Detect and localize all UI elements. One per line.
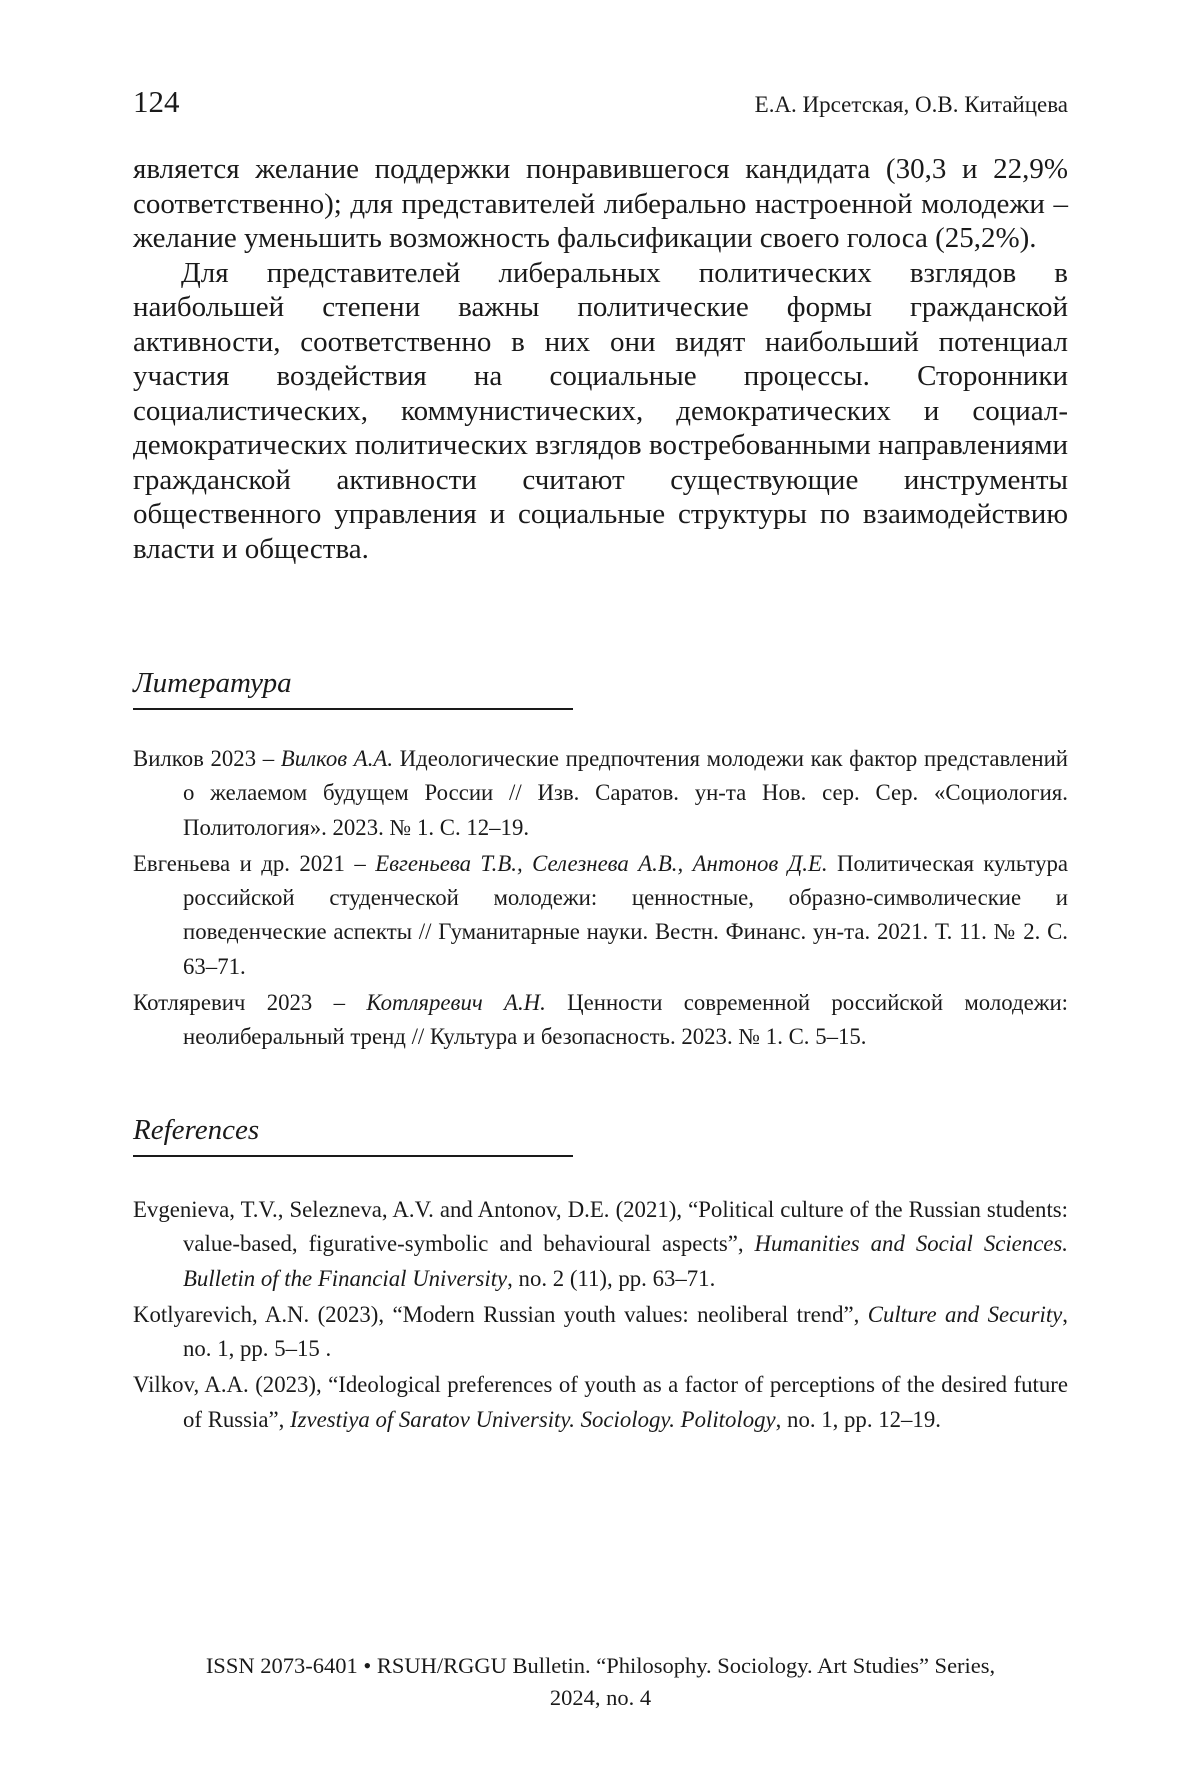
reference-journal: Humanities and Social Sciences. Bulletin of the Financial University (183, 1231, 1068, 1291)
citation-authors: Котляревич А.Н. (366, 990, 546, 1016)
body-text (133, 152, 1068, 566)
footer-line-1: ISSN 2073-6401 • RSUH/RGGU Bulletin. “Philosophy. Sociology. Art Studies” Series, (205, 1653, 996, 1678)
literature-item (133, 847, 1068, 984)
reference-item (133, 1298, 1068, 1367)
reference-details: , no. 2 (11), pp. 63–71. (507, 1265, 716, 1291)
page-footer (133, 1650, 1068, 1714)
citation-key: Евгеньева и др. 2021 – (133, 850, 376, 876)
reference-details: , no. 1, pp. 12–19. (775, 1406, 941, 1432)
reference-details: , no. 1, pp. 5–15 . (183, 1301, 1068, 1362)
reference-item (133, 1368, 1068, 1437)
reference-journal: Izvestiya of Saratov University. Sociology. Politology (290, 1406, 776, 1432)
citation-key: Вилков 2023 – (133, 746, 281, 771)
references-list (133, 1193, 1068, 1439)
reference-text: Evgenieva, T.V., Selezneva, A.V. and Antonov, D.E. (2021), “Political culture of the Russian students: value-based, figurative-symbolic and behavioural aspects”, (133, 1197, 1068, 1257)
reference-item (133, 1193, 1068, 1296)
citation-authors: Евгеньева Т.В., Селезнева А.В., Антонов Д.Е. (375, 850, 828, 876)
reference-text: Vilkov, A.A. (2023), “Ideological preferences of youth as a factor of perceptions of the desired future of Russia”, (133, 1372, 1068, 1432)
literature-item (133, 986, 1068, 1055)
running-head-authors: Е.А. Ирсетская, О.В. Китайцева (754, 92, 1068, 117)
paragraph-1: является желание поддержки понравившегося кандидата (30,3 и 22,9% соответственно); для представителей либерально настроенной молодежи – желание уменьшить возможность фальсификации своего голоса (25,2%). (133, 153, 1068, 254)
references-heading: References (133, 1114, 573, 1157)
literature-list (133, 742, 1068, 1057)
reference-journal: Culture and Security (867, 1301, 1063, 1327)
citation-text: Идеологические предпочтения молодежи как фактор представлений о желаемом будущем России // Изв. Саратов. ун-та Нов. сер. Сер. «Социология. Политология». 2023. № 1. С. 12–19. (183, 746, 1068, 840)
citation-key: Котляревич 2023 – (133, 990, 367, 1016)
running-head (133, 84, 1068, 120)
citation-text: Политическая культура российской студенческой молодежи: ценностные, образно-символические и поведенческие аспекты // Гуманитарные науки. Вестн. Финанс. ун-та. 2021. Т. 11. № 2. С. 63–71. (183, 850, 1068, 979)
paragraph-2: Для представителей либеральных политических взглядов в наибольшей степени важны политические формы гражданской активности, соответственно в них они видят наибольший потенциал участия воздействия на социальные процессы. Сторонники социалистических, коммунистических, демократических и социал-демократических политических взглядов востребованными направлениями гражданской активности считают существующие инструменты общественного управления и социальные структуры по взаимодействию власти и общества. (133, 256, 1068, 565)
citation-authors: Вилков А.А. (280, 746, 394, 771)
footer-line-2: 2024, no. 4 (549, 1685, 652, 1710)
page-number: 124 (133, 84, 180, 119)
reference-text: Kotlyarevich, A.N. (2023), “Modern Russian youth values: neoliberal trend”, (133, 1301, 868, 1327)
literature-heading: Литература (133, 667, 573, 710)
citation-text: Ценности современной российской молодежи: неолиберальный тренд // Культура и безопасность. 2023. № 1. С. 5–15. (183, 990, 1069, 1050)
journal-page (133, 0, 1068, 1780)
literature-item (133, 742, 1068, 845)
